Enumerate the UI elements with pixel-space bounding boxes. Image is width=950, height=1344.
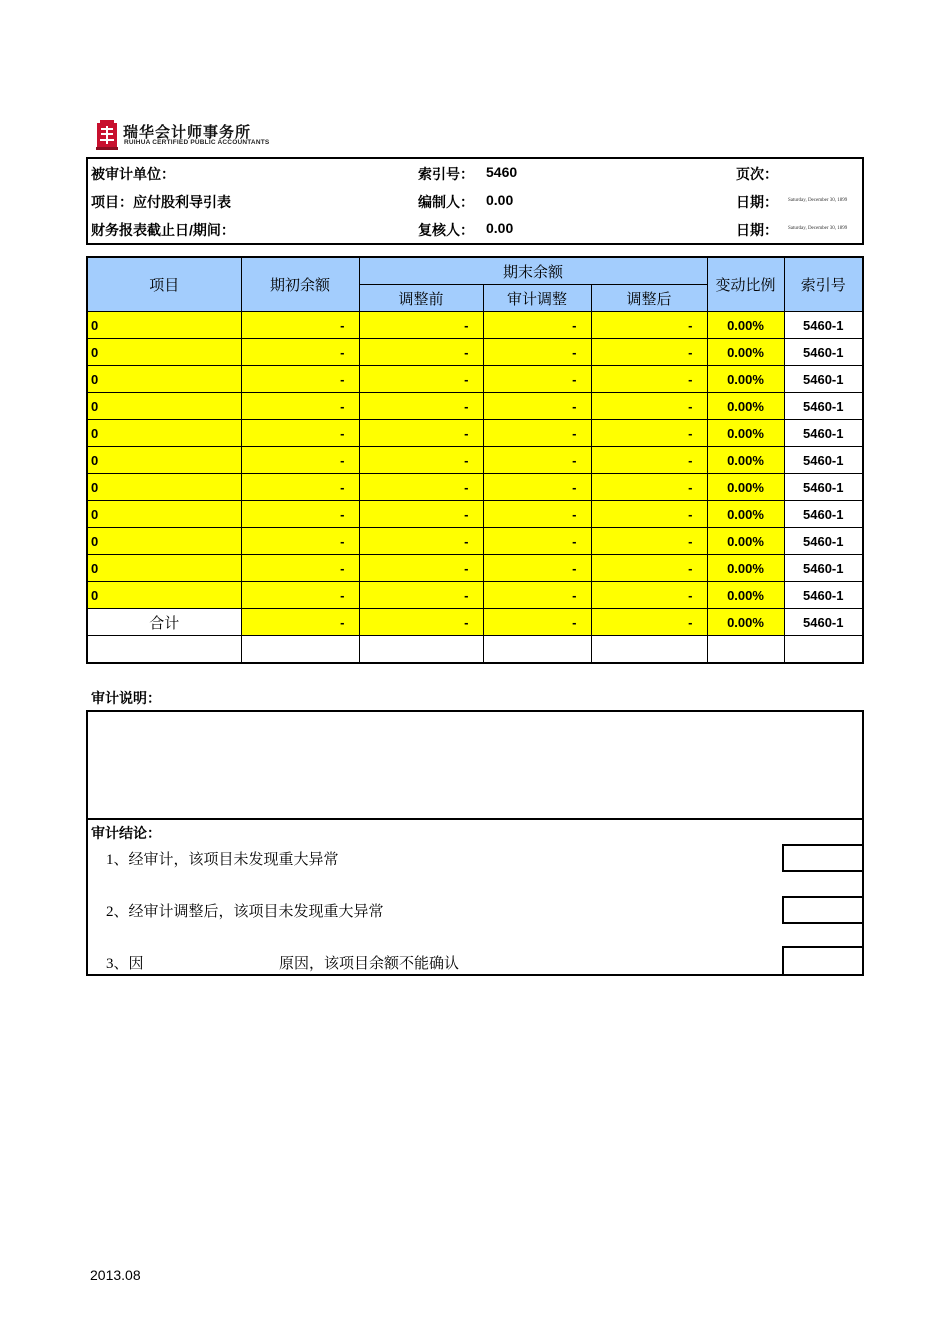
- row-before: -: [359, 393, 483, 420]
- audit-notes-box[interactable]: [86, 710, 864, 820]
- empty-row: [87, 636, 863, 664]
- row-opening: -: [241, 474, 359, 501]
- conclusion-section: [86, 818, 864, 976]
- row-after: -: [591, 555, 707, 582]
- row-opening: -: [241, 501, 359, 528]
- conclusion-label: 审计结论：: [91, 825, 161, 841]
- row-opening: -: [241, 555, 359, 582]
- total-before: -: [359, 609, 483, 636]
- row-ratio: 0.00%: [707, 501, 784, 528]
- table-row: [87, 447, 863, 474]
- preparer-value[interactable]: 0.00: [486, 192, 514, 208]
- total-after: -: [591, 609, 707, 636]
- row-opening: -: [241, 366, 359, 393]
- row-index[interactable]: 5460-1: [784, 582, 863, 609]
- row-opening: -: [241, 582, 359, 609]
- row-after: -: [591, 339, 707, 366]
- header-before: 调整前: [359, 285, 483, 312]
- row-after: -: [591, 582, 707, 609]
- reviewer-value[interactable]: 0.00: [486, 220, 514, 236]
- row-item: 0: [87, 555, 241, 582]
- row-item: 0: [87, 528, 241, 555]
- row-index[interactable]: 5460-1: [784, 312, 863, 339]
- conclusion-item-3-suffix: 原因，该项目余额不能确认: [279, 956, 460, 972]
- row-index[interactable]: 5460-1: [784, 474, 863, 501]
- empty-cell[interactable]: [591, 636, 707, 664]
- row-before: -: [359, 366, 483, 393]
- conclusion-item-1: 1、经审计，该项目未发现重大异常: [106, 852, 339, 868]
- row-ratio: 0.00%: [707, 555, 784, 582]
- conclusion-checkbox-3[interactable]: [782, 946, 864, 974]
- total-row: [87, 609, 863, 636]
- table-row: [87, 501, 863, 528]
- total-ratio: 0.00%: [707, 609, 784, 636]
- row-ratio: 0.00%: [707, 447, 784, 474]
- row-after: -: [591, 528, 707, 555]
- row-adjust: -: [483, 447, 591, 474]
- row-before: -: [359, 501, 483, 528]
- info-row-2: [88, 187, 862, 215]
- conclusion-item-2: 2、经审计调整后，该项目未发现重大异常: [106, 904, 384, 920]
- index-value[interactable]: 5460: [486, 164, 518, 180]
- firm-logo: [96, 120, 296, 150]
- row-ratio: 0.00%: [707, 474, 784, 501]
- row-adjust: -: [483, 528, 591, 555]
- period-label: 财务报表截止日/期间：: [91, 222, 235, 238]
- row-item: 0: [87, 420, 241, 447]
- table-body: [87, 312, 863, 609]
- header-index: 索引号: [784, 257, 863, 312]
- row-index[interactable]: 5460-1: [784, 366, 863, 393]
- info-row-3: [88, 215, 862, 243]
- empty-cell[interactable]: [359, 636, 483, 664]
- row-adjust: -: [483, 582, 591, 609]
- table-row: [87, 393, 863, 420]
- empty-cell[interactable]: [241, 636, 359, 664]
- row-item: 0: [87, 393, 241, 420]
- row-before: -: [359, 474, 483, 501]
- date2-value[interactable]: Saturday, December 30, 1899: [788, 226, 848, 231]
- empty-cell[interactable]: [483, 636, 591, 664]
- row-ratio: 0.00%: [707, 339, 784, 366]
- table-row: [87, 366, 863, 393]
- conclusion-checkbox-2[interactable]: [782, 896, 864, 924]
- row-before: -: [359, 555, 483, 582]
- page-label: 页次：: [736, 166, 778, 182]
- row-before: -: [359, 339, 483, 366]
- header-ratio: 变动比例: [707, 257, 784, 312]
- reviewer-label: 复核人：: [418, 222, 474, 238]
- row-opening: -: [241, 393, 359, 420]
- row-item: 0: [87, 447, 241, 474]
- row-item: 0: [87, 474, 241, 501]
- row-opening: -: [241, 447, 359, 474]
- conclusion-item-3-prefix: 3、因: [106, 956, 144, 972]
- row-adjust: -: [483, 312, 591, 339]
- row-adjust: -: [483, 339, 591, 366]
- row-opening: -: [241, 339, 359, 366]
- info-row-1: [88, 159, 862, 187]
- row-index[interactable]: 5460-1: [784, 528, 863, 555]
- row-opening: -: [241, 312, 359, 339]
- row-item: 0: [87, 366, 241, 393]
- table-row: [87, 582, 863, 609]
- entity-label: 被审计单位：: [91, 166, 175, 182]
- row-item: 0: [87, 501, 241, 528]
- version-footer: 2013.08: [90, 1267, 141, 1283]
- row-item: 0: [87, 312, 241, 339]
- row-ratio: 0.00%: [707, 528, 784, 555]
- date-value[interactable]: Saturday, December 30, 1899: [788, 198, 848, 203]
- row-adjust: -: [483, 474, 591, 501]
- row-index[interactable]: 5460-1: [784, 501, 863, 528]
- table-row: [87, 528, 863, 555]
- row-adjust: -: [483, 420, 591, 447]
- row-adjust: -: [483, 555, 591, 582]
- table-row: [87, 420, 863, 447]
- conclusion-checkbox-1[interactable]: [782, 844, 864, 872]
- row-item: 0: [87, 339, 241, 366]
- row-after: -: [591, 474, 707, 501]
- row-item: 0: [87, 582, 241, 609]
- row-after: -: [591, 312, 707, 339]
- table-row: [87, 474, 863, 501]
- conclusion-edge: [862, 922, 864, 948]
- row-ratio: 0.00%: [707, 420, 784, 447]
- info-header: [86, 157, 864, 245]
- empty-cell[interactable]: [707, 636, 784, 664]
- header-item: 项目: [87, 257, 241, 312]
- row-ratio: 0.00%: [707, 582, 784, 609]
- total-label: 合计: [87, 609, 241, 636]
- row-adjust: -: [483, 393, 591, 420]
- conclusion-edge: [862, 818, 864, 846]
- empty-cell[interactable]: [87, 636, 241, 664]
- row-adjust: -: [483, 501, 591, 528]
- row-after: -: [591, 501, 707, 528]
- conclusion-edge: [862, 870, 864, 896]
- total-adjust: -: [483, 609, 591, 636]
- header-closing: 期末余额: [359, 257, 707, 285]
- row-adjust: -: [483, 366, 591, 393]
- total-index[interactable]: 5460-1: [784, 609, 863, 636]
- total-opening: -: [241, 609, 359, 636]
- row-ratio: 0.00%: [707, 312, 784, 339]
- row-after: -: [591, 393, 707, 420]
- row-after: -: [591, 420, 707, 447]
- audit-notes-label: 审计说明：: [91, 690, 161, 706]
- row-opening: -: [241, 420, 359, 447]
- row-index[interactable]: 5460-1: [784, 393, 863, 420]
- row-before: -: [359, 447, 483, 474]
- row-before: -: [359, 312, 483, 339]
- row-after: -: [591, 447, 707, 474]
- row-index[interactable]: 5460-1: [784, 339, 863, 366]
- row-ratio: 0.00%: [707, 366, 784, 393]
- row-opening: -: [241, 528, 359, 555]
- date-label: 日期：: [736, 194, 778, 210]
- header-after: 调整后: [591, 285, 707, 312]
- firm-name-en: RUIHUA CERTIFIED PUBLIC ACCOUNTANTS: [124, 139, 270, 146]
- firm-name-cn: 瑞华会计师事务所: [123, 124, 252, 141]
- row-before: -: [359, 582, 483, 609]
- row-before: -: [359, 528, 483, 555]
- preparer-label: 编制人：: [418, 194, 474, 210]
- row-before: -: [359, 420, 483, 447]
- header-adjust: 审计调整: [483, 285, 591, 312]
- row-index[interactable]: 5460-1: [784, 420, 863, 447]
- row-index[interactable]: 5460-1: [784, 447, 863, 474]
- date2-label: 日期：: [736, 222, 778, 238]
- table-row: [87, 339, 863, 366]
- project-label: 项目：应付股利导引表: [91, 194, 231, 210]
- table-row: [87, 555, 863, 582]
- row-after: -: [591, 366, 707, 393]
- row-ratio: 0.00%: [707, 393, 784, 420]
- header-opening: 期初余额: [241, 257, 359, 312]
- table-row: [87, 312, 863, 339]
- building-logo-icon: [96, 120, 118, 150]
- guide-table: [86, 256, 864, 664]
- empty-cell[interactable]: [784, 636, 863, 664]
- row-index[interactable]: 5460-1: [784, 555, 863, 582]
- index-label: 索引号：: [418, 166, 474, 182]
